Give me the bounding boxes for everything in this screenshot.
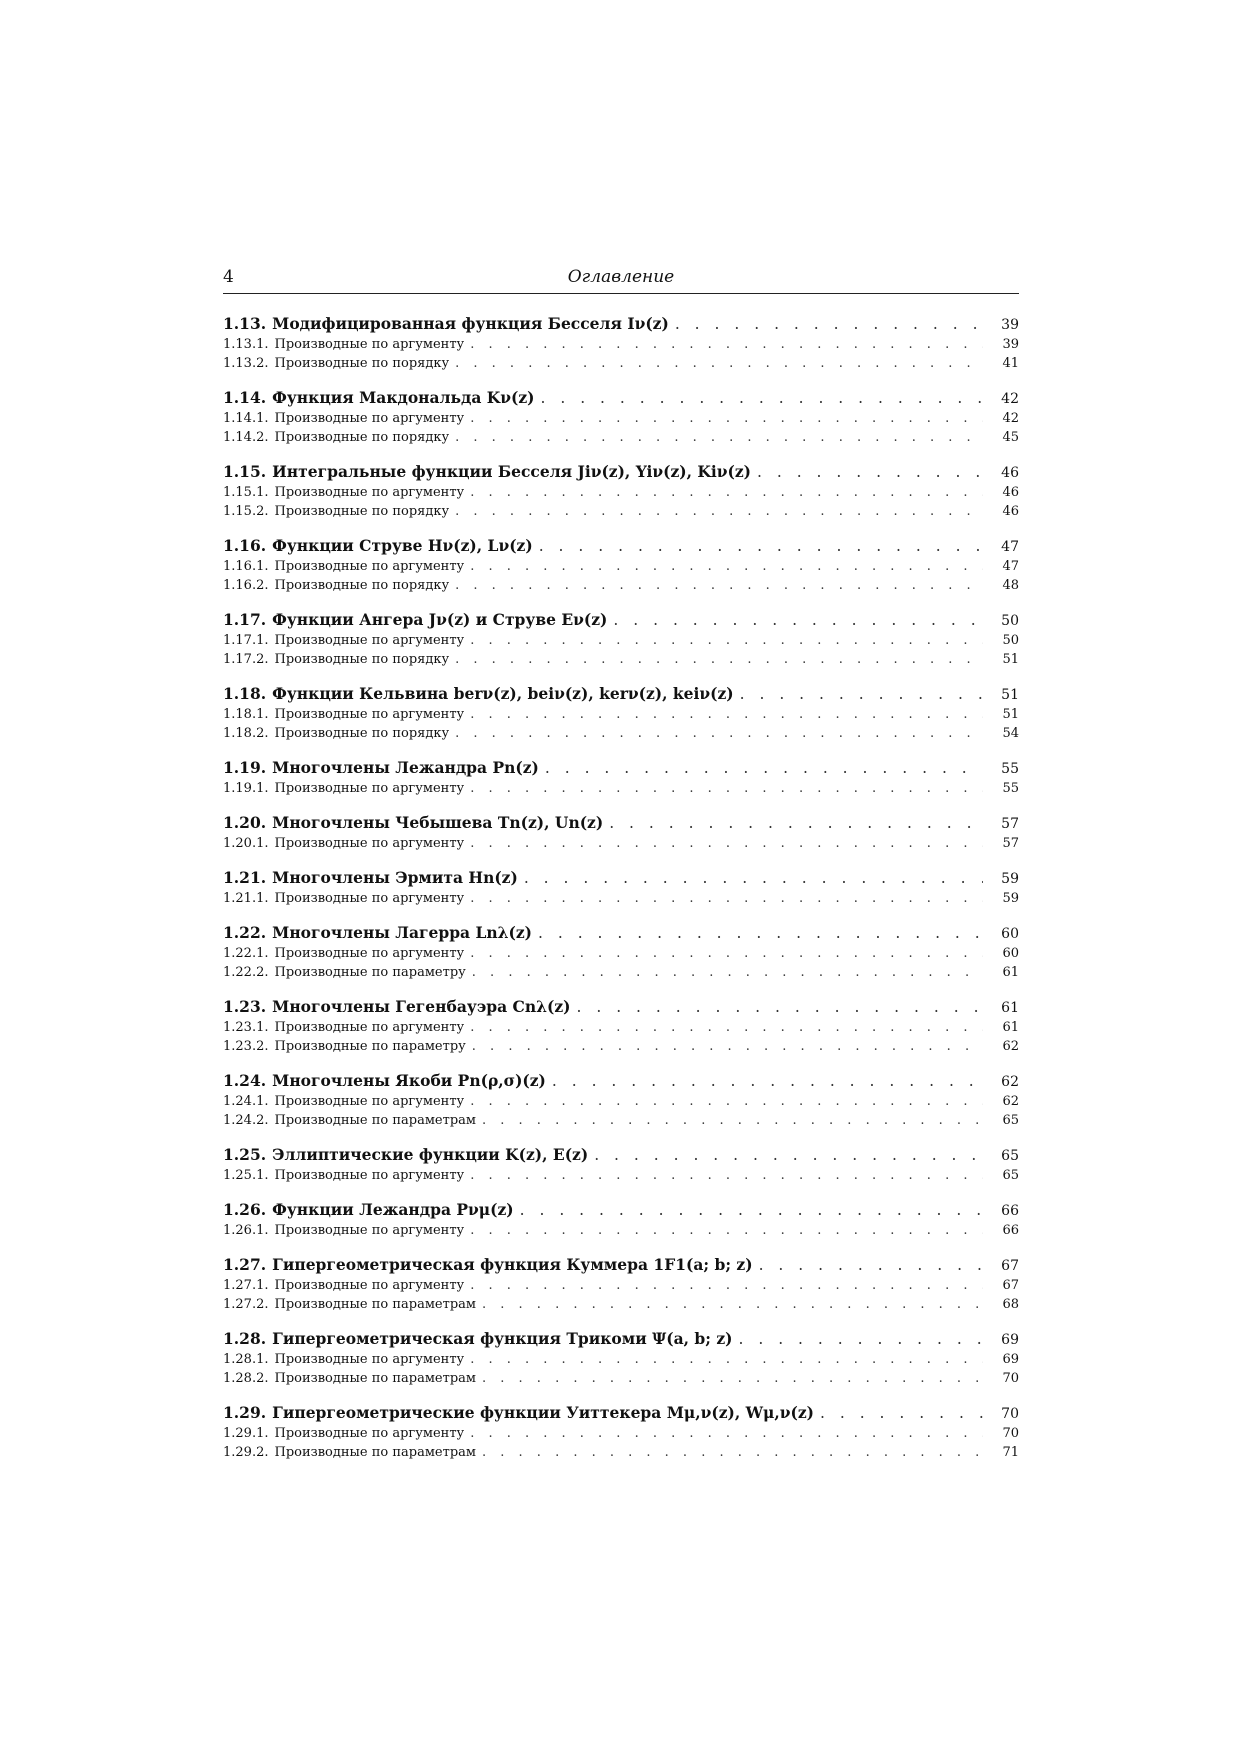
subsection-number: 1.24.1.: [223, 1094, 269, 1109]
leader-dots: [470, 1094, 983, 1109]
toc-section: [223, 462, 1019, 523]
toc-section-heading[interactable]: [223, 1329, 1019, 1352]
table-of-contents: [223, 314, 1019, 1477]
subsection-title: Производные по аргументу: [274, 836, 465, 851]
toc-subsection[interactable]: [223, 1426, 1019, 1445]
toc-subsection[interactable]: [223, 1039, 1019, 1058]
leader-dots: [520, 1201, 983, 1219]
subsection-page: 46: [1002, 504, 1019, 519]
toc-section-heading[interactable]: [223, 388, 1019, 411]
subsection-page: 61: [1002, 965, 1019, 980]
section-page: 57: [1001, 816, 1019, 832]
section-title: Функции Ангера Jν(z) и Струве Eν(z): [272, 610, 608, 629]
subsection-title: Производные по порядку: [274, 430, 450, 445]
leader-dots: [470, 707, 983, 722]
toc-section-heading[interactable]: [223, 997, 1019, 1020]
toc-section: [223, 610, 1019, 671]
toc-subsection[interactable]: [223, 559, 1019, 578]
subsection-number: 1.15.1.: [223, 485, 269, 500]
subsection-number: 1.22.2.: [223, 965, 269, 980]
leader-dots: [740, 685, 983, 703]
subsection-page: 51: [1002, 707, 1019, 722]
section-number: 1.16.: [223, 536, 267, 555]
leader-dots: [482, 1445, 983, 1460]
toc-subsection[interactable]: [223, 430, 1019, 449]
subsection-title: Производные по порядку: [274, 726, 450, 741]
subsection-title: Производные по параметрам: [274, 1113, 477, 1128]
toc-section-heading[interactable]: [223, 610, 1019, 633]
leader-dots: [470, 1020, 983, 1035]
subsection-page: 41: [1002, 356, 1019, 371]
subsection-title: Производные по порядку: [274, 504, 450, 519]
subsection-title: Производные по аргументу: [274, 707, 465, 722]
leader-dots: [470, 559, 983, 574]
leader-dots: [757, 463, 983, 481]
subsection-number: 1.17.2.: [223, 652, 269, 667]
toc-subsection[interactable]: [223, 1113, 1019, 1132]
toc-section: [223, 1071, 1019, 1132]
leader-dots: [455, 726, 983, 741]
subsection-number: 1.28.2.: [223, 1371, 269, 1386]
subsection-title: Производные по порядку: [274, 356, 450, 371]
subsection-title: Производные по аргументу: [274, 337, 465, 352]
leader-dots: [545, 759, 983, 777]
leader-dots: [470, 1278, 983, 1293]
leader-dots: [472, 1039, 983, 1054]
toc-section: [223, 1403, 1019, 1464]
subsection-number: 1.18.2.: [223, 726, 269, 741]
subsection-number: 1.15.2.: [223, 504, 269, 519]
leader-dots: [455, 430, 983, 445]
subsection-page: 55: [1002, 781, 1019, 796]
subsection-number: 1.24.2.: [223, 1113, 269, 1128]
subsection-page: 65: [1002, 1168, 1019, 1183]
leader-dots: [482, 1113, 983, 1128]
leader-dots: [470, 633, 983, 648]
subsection-page: 62: [1002, 1039, 1019, 1054]
section-page: 39: [1001, 317, 1019, 333]
section-number: 1.21.: [223, 868, 267, 887]
subsection-title: Производные по аргументу: [274, 633, 465, 648]
subsection-page: 47: [1002, 559, 1019, 574]
subsection-number: 1.27.1.: [223, 1278, 269, 1293]
subsection-number: 1.20.1.: [223, 836, 269, 851]
section-title: Функции Струве Hν(z), Lν(z): [272, 536, 533, 555]
toc-subsection[interactable]: [223, 1020, 1019, 1039]
toc-subsection[interactable]: [223, 1371, 1019, 1390]
section-number: 1.26.: [223, 1200, 267, 1219]
leader-dots: [470, 485, 983, 500]
toc-subsection[interactable]: [223, 946, 1019, 965]
leader-dots: [594, 1146, 983, 1164]
toc-subsection[interactable]: [223, 726, 1019, 745]
section-number: 1.29.: [223, 1403, 267, 1422]
toc-subsection[interactable]: [223, 1297, 1019, 1316]
subsection-page: 45: [1002, 430, 1019, 445]
section-page: 46: [1001, 465, 1019, 481]
toc-section: [223, 868, 1019, 910]
section-title: Многочлены Лежандра Pn(z): [272, 758, 539, 777]
leader-dots: [470, 1168, 983, 1183]
subsection-title: Производные по аргументу: [274, 1168, 465, 1183]
subsection-title: Производные по аргументу: [274, 1223, 465, 1238]
leader-dots: [470, 1223, 983, 1238]
toc-section: [223, 1329, 1019, 1390]
subsection-title: Производные по параметрам: [274, 1371, 477, 1386]
section-number: 1.25.: [223, 1145, 267, 1164]
section-title: Функции Лежандра Pνμ(z): [272, 1200, 514, 1219]
subsection-title: Производные по параметрам: [274, 1297, 477, 1312]
toc-section: [223, 1200, 1019, 1242]
subsection-title: Производные по параметрам: [274, 1445, 477, 1460]
subsection-page: 51: [1002, 652, 1019, 667]
subsection-title: Производные по аргументу: [274, 891, 465, 906]
toc-section-heading[interactable]: [223, 1403, 1019, 1426]
leader-dots: [482, 1297, 983, 1312]
subsection-title: Производные по порядку: [274, 652, 450, 667]
toc-subsection[interactable]: [223, 1223, 1019, 1242]
subsection-number: 1.14.1.: [223, 411, 269, 426]
section-page: 59: [1001, 871, 1019, 887]
subsection-page: 62: [1002, 1094, 1019, 1109]
leader-dots: [470, 891, 983, 906]
subsection-page: 70: [1002, 1371, 1019, 1386]
subsection-page: 70: [1002, 1426, 1019, 1441]
section-title: Многочлены Чебышева Tn(z), Un(z): [272, 813, 604, 832]
subsection-number: 1.23.2.: [223, 1039, 269, 1054]
section-number: 1.13.: [223, 314, 267, 333]
toc-section: [223, 997, 1019, 1058]
toc-section-heading[interactable]: [223, 1145, 1019, 1168]
section-page: 55: [1001, 761, 1019, 777]
section-title: Интегральные функции Бесселя Jiν(z), Yiν(z), Kiν(z): [272, 462, 751, 481]
toc-section-heading[interactable]: [223, 758, 1019, 781]
toc-section: [223, 388, 1019, 449]
subsection-number: 1.13.1.: [223, 337, 269, 352]
subsection-title: Производные по аргументу: [274, 485, 465, 500]
leader-dots: [552, 1072, 983, 1090]
section-page: 65: [1001, 1148, 1019, 1164]
leader-dots: [470, 946, 983, 961]
section-page: 60: [1001, 926, 1019, 942]
page-header: [223, 267, 1019, 294]
toc-section: [223, 1255, 1019, 1316]
running-title: Оглавление: [567, 267, 675, 287]
section-page: 47: [1001, 539, 1019, 555]
toc-subsection[interactable]: [223, 965, 1019, 984]
subsection-number: 1.13.2.: [223, 356, 269, 371]
toc-section: [223, 536, 1019, 597]
leader-dots: [820, 1404, 983, 1422]
section-page: 42: [1001, 391, 1019, 407]
subsection-page: 39: [1002, 337, 1019, 352]
section-page: 70: [1001, 1406, 1019, 1422]
subsection-number: 1.22.1.: [223, 946, 269, 961]
leader-dots: [759, 1256, 983, 1274]
section-number: 1.22.: [223, 923, 267, 942]
subsection-title: Производные по порядку: [274, 578, 450, 593]
section-title: Модифицированная функция Бесселя Iν(z): [272, 314, 669, 333]
toc-section-heading[interactable]: [223, 536, 1019, 559]
subsection-number: 1.18.1.: [223, 707, 269, 722]
toc-subsection[interactable]: [223, 652, 1019, 671]
toc-subsection[interactable]: [223, 1278, 1019, 1297]
subsection-number: 1.16.1.: [223, 559, 269, 574]
subsection-number: 1.28.1.: [223, 1352, 269, 1367]
leader-dots: [739, 1330, 984, 1348]
toc-subsection[interactable]: [223, 485, 1019, 504]
section-page: 51: [1001, 687, 1019, 703]
subsection-number: 1.27.2.: [223, 1297, 269, 1312]
leader-dots: [455, 578, 983, 593]
leader-dots: [524, 869, 983, 887]
leader-dots: [675, 315, 983, 333]
leader-dots: [470, 1426, 983, 1441]
subsection-number: 1.14.2.: [223, 430, 269, 445]
subsection-number: 1.23.1.: [223, 1020, 269, 1035]
subsection-page: 69: [1002, 1352, 1019, 1367]
subsection-title: Производные по аргументу: [274, 1094, 465, 1109]
leader-dots: [472, 965, 983, 980]
subsection-number: 1.29.1.: [223, 1426, 269, 1441]
toc-subsection[interactable]: [223, 578, 1019, 597]
leader-dots: [470, 411, 983, 426]
toc-subsection[interactable]: [223, 1168, 1019, 1187]
section-page: 69: [1001, 1332, 1019, 1348]
section-page: 62: [1001, 1074, 1019, 1090]
subsection-number: 1.21.1.: [223, 891, 269, 906]
toc-subsection[interactable]: [223, 411, 1019, 430]
subsection-page: 71: [1002, 1445, 1019, 1460]
subsection-page: 61: [1002, 1020, 1019, 1035]
section-title: Гипергеометрическая функция Куммера 1F1(a; b; z): [272, 1255, 753, 1274]
section-number: 1.23.: [223, 997, 267, 1016]
subsection-number: 1.16.2.: [223, 578, 269, 593]
section-title: Многочлены Лагерра Lnλ(z): [272, 923, 532, 942]
leader-dots: [455, 652, 983, 667]
subsection-page: 48: [1002, 578, 1019, 593]
subsection-title: Производные по аргументу: [274, 1352, 465, 1367]
toc-section: [223, 758, 1019, 800]
toc-section-heading[interactable]: [223, 462, 1019, 485]
subsection-title: Производные по аргументу: [274, 411, 465, 426]
section-title: Многочлены Эрмита Hn(z): [272, 868, 518, 887]
subsection-page: 57: [1002, 836, 1019, 851]
leader-dots: [576, 998, 983, 1016]
leader-dots: [455, 356, 983, 371]
subsection-page: 59: [1002, 891, 1019, 906]
section-title: Функции Кельвина berν(z), beiν(z), kerν(z), keiν(z): [272, 684, 734, 703]
section-page: 50: [1001, 613, 1019, 629]
subsection-page: 42: [1002, 411, 1019, 426]
subsection-page: 65: [1002, 1113, 1019, 1128]
leader-dots: [470, 1352, 983, 1367]
section-number: 1.15.: [223, 462, 267, 481]
toc-section-heading[interactable]: [223, 1255, 1019, 1278]
subsection-title: Производные по аргументу: [274, 946, 465, 961]
leader-dots: [455, 504, 983, 519]
leader-dots: [470, 781, 983, 796]
toc-subsection[interactable]: [223, 781, 1019, 800]
toc-subsection[interactable]: [223, 1094, 1019, 1113]
subsection-number: 1.25.1.: [223, 1168, 269, 1183]
subsection-title: Производные по аргументу: [274, 1020, 465, 1035]
toc-section-heading[interactable]: [223, 868, 1019, 891]
subsection-title: Производные по аргументу: [274, 1426, 465, 1441]
subsection-title: Производные по параметру: [274, 965, 466, 980]
toc-section-heading[interactable]: [223, 923, 1019, 946]
toc-subsection[interactable]: [223, 1352, 1019, 1371]
leader-dots: [609, 814, 983, 832]
section-number: 1.14.: [223, 388, 267, 407]
page-number: 4: [223, 267, 234, 287]
section-number: 1.20.: [223, 813, 267, 832]
section-title: Эллиптические функции K(z), E(z): [272, 1145, 589, 1164]
subsection-title: Производные по аргументу: [274, 781, 465, 796]
toc-subsection[interactable]: [223, 836, 1019, 855]
subsection-page: 46: [1002, 485, 1019, 500]
section-number: 1.19.: [223, 758, 267, 777]
toc-section: [223, 314, 1019, 375]
subsection-page: 68: [1002, 1297, 1019, 1312]
section-title: Функция Макдональда Kν(z): [272, 388, 535, 407]
subsection-page: 54: [1002, 726, 1019, 741]
section-page: 66: [1001, 1203, 1019, 1219]
subsection-number: 1.19.1.: [223, 781, 269, 796]
leader-dots: [613, 611, 983, 629]
subsection-title: Производные по аргументу: [274, 1278, 465, 1293]
section-number: 1.27.: [223, 1255, 267, 1274]
subsection-page: 60: [1002, 946, 1019, 961]
leader-dots: [538, 924, 983, 942]
toc-section: [223, 923, 1019, 984]
toc-section: [223, 684, 1019, 745]
section-title: Многочлены Якоби Pn(ρ,σ)(z): [272, 1071, 546, 1090]
subsection-page: 66: [1002, 1223, 1019, 1238]
subsection-title: Производные по аргументу: [274, 559, 465, 574]
toc-subsection[interactable]: [223, 1445, 1019, 1464]
subsection-page: 50: [1002, 633, 1019, 648]
section-title: Гипергеометрическая функция Трикоми Ψ(a, b; z): [272, 1329, 733, 1348]
toc-section-heading[interactable]: [223, 813, 1019, 836]
toc-section: [223, 813, 1019, 855]
leader-dots: [470, 836, 983, 851]
subsection-number: 1.29.2.: [223, 1445, 269, 1460]
toc-section-heading[interactable]: [223, 1071, 1019, 1094]
toc-subsection[interactable]: [223, 337, 1019, 356]
section-page: 61: [1001, 1000, 1019, 1016]
toc-section-heading[interactable]: [223, 684, 1019, 707]
toc-subsection[interactable]: [223, 707, 1019, 726]
subsection-number: 1.26.1.: [223, 1223, 269, 1238]
section-title: Многочлены Гегенбауэра Cnλ(z): [272, 997, 571, 1016]
section-page: 67: [1001, 1258, 1019, 1274]
section-number: 1.24.: [223, 1071, 267, 1090]
toc-subsection[interactable]: [223, 633, 1019, 652]
section-number: 1.17.: [223, 610, 267, 629]
toc-section-heading[interactable]: [223, 1200, 1019, 1223]
toc-section: [223, 1145, 1019, 1187]
leader-dots: [470, 337, 983, 352]
toc-section-heading[interactable]: [223, 314, 1019, 337]
section-title: Гипергеометрические функции Уиттекера Mμ,ν(z), Wμ,ν(z): [272, 1403, 814, 1422]
toc-subsection[interactable]: [223, 504, 1019, 523]
toc-subsection[interactable]: [223, 356, 1019, 375]
leader-dots: [540, 389, 983, 407]
subsection-title: Производные по параметру: [274, 1039, 466, 1054]
section-number: 1.18.: [223, 684, 267, 703]
subsection-number: 1.17.1.: [223, 633, 269, 648]
leader-dots: [539, 537, 983, 555]
leader-dots: [482, 1371, 983, 1386]
subsection-page: 67: [1002, 1278, 1019, 1293]
section-number: 1.28.: [223, 1329, 267, 1348]
toc-subsection[interactable]: [223, 891, 1019, 910]
